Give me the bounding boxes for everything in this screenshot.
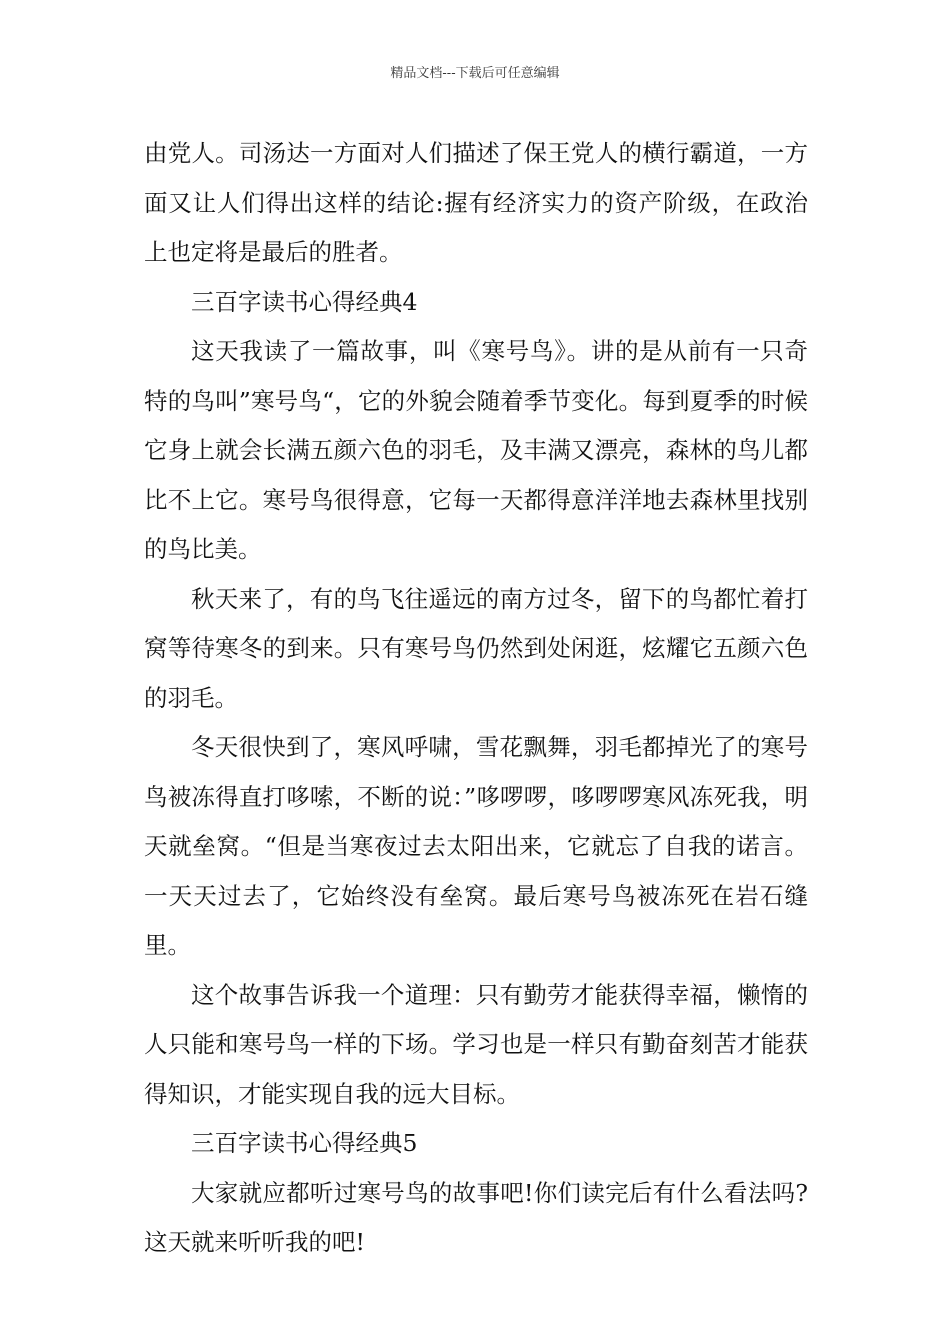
paragraph: 这天我读了一篇故事，叫《寒号鸟》。讲的是从前有一只奇特的鸟叫”寒号鸟“，它的外貌会随着季节变化。每到夏季的时候它身上就会长满五颜六色的羽毛，及丰满又漂亮，森林的鸟儿都比不上它。寒号鸟很得意，它每一天都得意洋洋地去森林里找别的鸟比美。 (144, 337, 808, 563)
document-body (144, 129, 808, 1268)
paragraph-continuation: 由党人。司汤达一方面对人们描述了保王党人的横行霸道，一方面又让人们得出这样的结论:握有经济实力的资产阶级，在政治上也定将是最后的胜者。 (144, 139, 808, 266)
paragraph: 冬天很快到了，寒风呼啸，雪花飘舞，羽毛都掉光了的寒号鸟被冻得直打哆嗦，不断的说：”哆啰啰，哆啰啰寒风冻死我，明天就垒窝。“但是当寒夜过去太阳出来，它就忘了自我的诺言。一天天过去了，它始终没有垒窝。最后寒号鸟被冻死在岩石缝里。 (144, 733, 808, 959)
paragraph: 大家就应都听过寒号鸟的故事吧!你们读完后有什么看法吗?这天就来听听我的吧! (144, 1178, 808, 1256)
page-header: 精品文档---下载后可任意编辑 (390, 66, 560, 81)
paragraph: 这个故事告诉我一个道理：只有勤劳才能获得幸福，懒惰的人只能和寒号鸟一样的下场。学习也是一样只有勤奋刻苦才能获得知识，才能实现自我的远大目标。 (144, 980, 808, 1108)
section-heading-4: 三百字读书心得经典4 (191, 287, 418, 316)
section-heading-5: 三百字读书心得经典5 (191, 1129, 418, 1157)
paragraph: 秋天来了，有的鸟飞往遥远的南方过冬，留下的鸟都忙着打窝等待寒冬的到来。只有寒号鸟仍然到处闲逛，炫耀它五颜六色的羽毛。 (144, 584, 808, 712)
